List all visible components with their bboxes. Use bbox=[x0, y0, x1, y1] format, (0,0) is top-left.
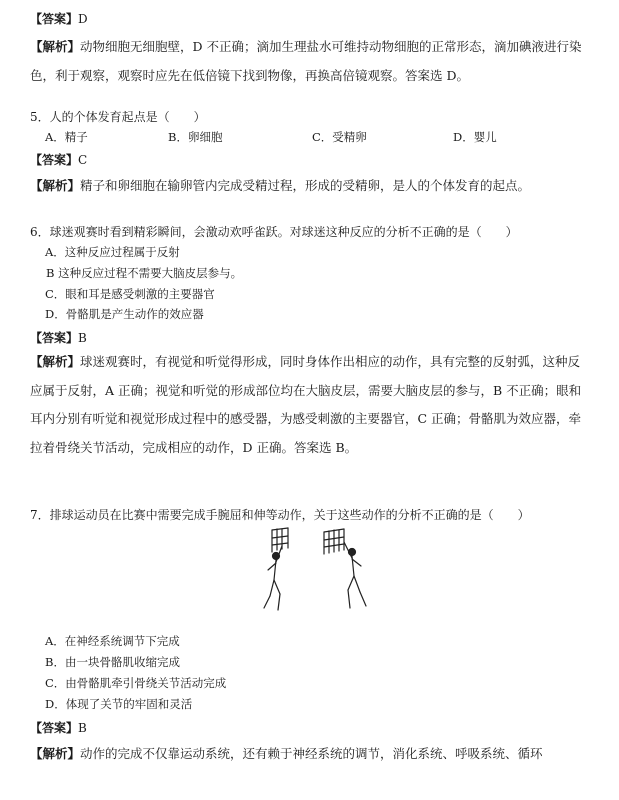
answer-label: 【答案】 bbox=[30, 331, 79, 345]
q4-analysis bbox=[30, 33, 590, 90]
answer-label: 【答案】 bbox=[30, 721, 79, 735]
q7-answer bbox=[30, 720, 87, 736]
q7-option-b: B．由一块骨骼肌收缩完成 bbox=[45, 655, 180, 669]
q7-stem: 7．排球运动员在比赛中需要完成手腕屈和伸等动作，关于这些动作的分析不正确的是（ ） bbox=[30, 508, 530, 522]
analysis-text: 动物细胞无细胞壁，D 不正确；滴加生理盐水可维持动物细胞的正常形态，滴加碘液进行染色，利于观察，观察时应先在低倍镜下找到物像，再换高倍镜观察。答案选 D。 bbox=[30, 39, 582, 83]
q5-answer bbox=[30, 152, 87, 168]
q5-option-b: B．卵细胞 bbox=[168, 130, 223, 144]
volleyball-players-figure bbox=[258, 526, 378, 616]
answer-label: 【答案】 bbox=[30, 12, 79, 26]
analysis-label: 【解析】 bbox=[30, 354, 81, 369]
analysis-label: 【解析】 bbox=[30, 746, 81, 761]
q7-option-c: C．由骨骼肌牵引骨绕关节活动完成 bbox=[45, 676, 227, 690]
q6-stem: 6．球迷观赛时看到精彩瞬间，会激动欢呼雀跃。对球迷这种反应的分析不正确的是（ ） bbox=[30, 225, 518, 239]
q6-option-d: D．骨骼肌是产生动作的效应器 bbox=[45, 307, 204, 321]
q5-stem: 5．人的个体发育起点是（ ） bbox=[30, 110, 206, 124]
answer-value: C bbox=[78, 153, 88, 167]
q5-option-d: D．婴儿 bbox=[453, 130, 497, 144]
q5-option-a: A．精子 bbox=[45, 130, 88, 144]
q5-option-c: C．受精卵 bbox=[312, 130, 367, 144]
q5-analysis bbox=[30, 172, 590, 201]
q7-option-a: A．在神经系统调节下完成 bbox=[45, 634, 180, 648]
q7-analysis bbox=[30, 740, 590, 769]
q7-option-d: D．体现了关节的牢固和灵活 bbox=[45, 697, 193, 711]
q6-answer bbox=[30, 330, 87, 346]
q4-answer bbox=[30, 11, 88, 27]
answer-value: D bbox=[78, 12, 88, 26]
answer-value: B bbox=[78, 721, 87, 735]
q6-option-c: C．眼和耳是感受刺激的主要器官 bbox=[45, 287, 215, 301]
q6-option-a: A．这种反应过程属于反射 bbox=[45, 245, 180, 259]
analysis-text: 精子和卵细胞在输卵管内完成受精过程，形成的受精卵，是人的个体发育的起点。 bbox=[80, 178, 531, 193]
analysis-label: 【解析】 bbox=[30, 178, 81, 193]
analysis-text: 球迷观赛时，有视觉和听觉得形成，同时身体作出相应的动作，具有完整的反射弧，这种反应属于反射，A 正确；视觉和听觉的形成部位均在大脑皮层，需要大脑皮层的参与，B 不正确；眼和耳内分别有听觉和视觉形成过程中的感受器，为感受刺激的主要器官，C 正确；骨骼肌为效应器，牵拉着骨绕关节活动，完成相应的动作，D 正确。答案选 B。 bbox=[30, 354, 582, 455]
q6-analysis bbox=[30, 348, 590, 462]
q6-option-b: B 这种反应过程不需要大脑皮层参与。 bbox=[46, 266, 243, 280]
answer-label: 【答案】 bbox=[30, 153, 79, 167]
analysis-text: 动作的完成不仅靠运动系统，还有赖于神经系统的调节，消化系统、呼吸系统、循环 bbox=[80, 746, 543, 761]
analysis-label: 【解析】 bbox=[30, 39, 81, 54]
answer-value: B bbox=[78, 331, 87, 345]
